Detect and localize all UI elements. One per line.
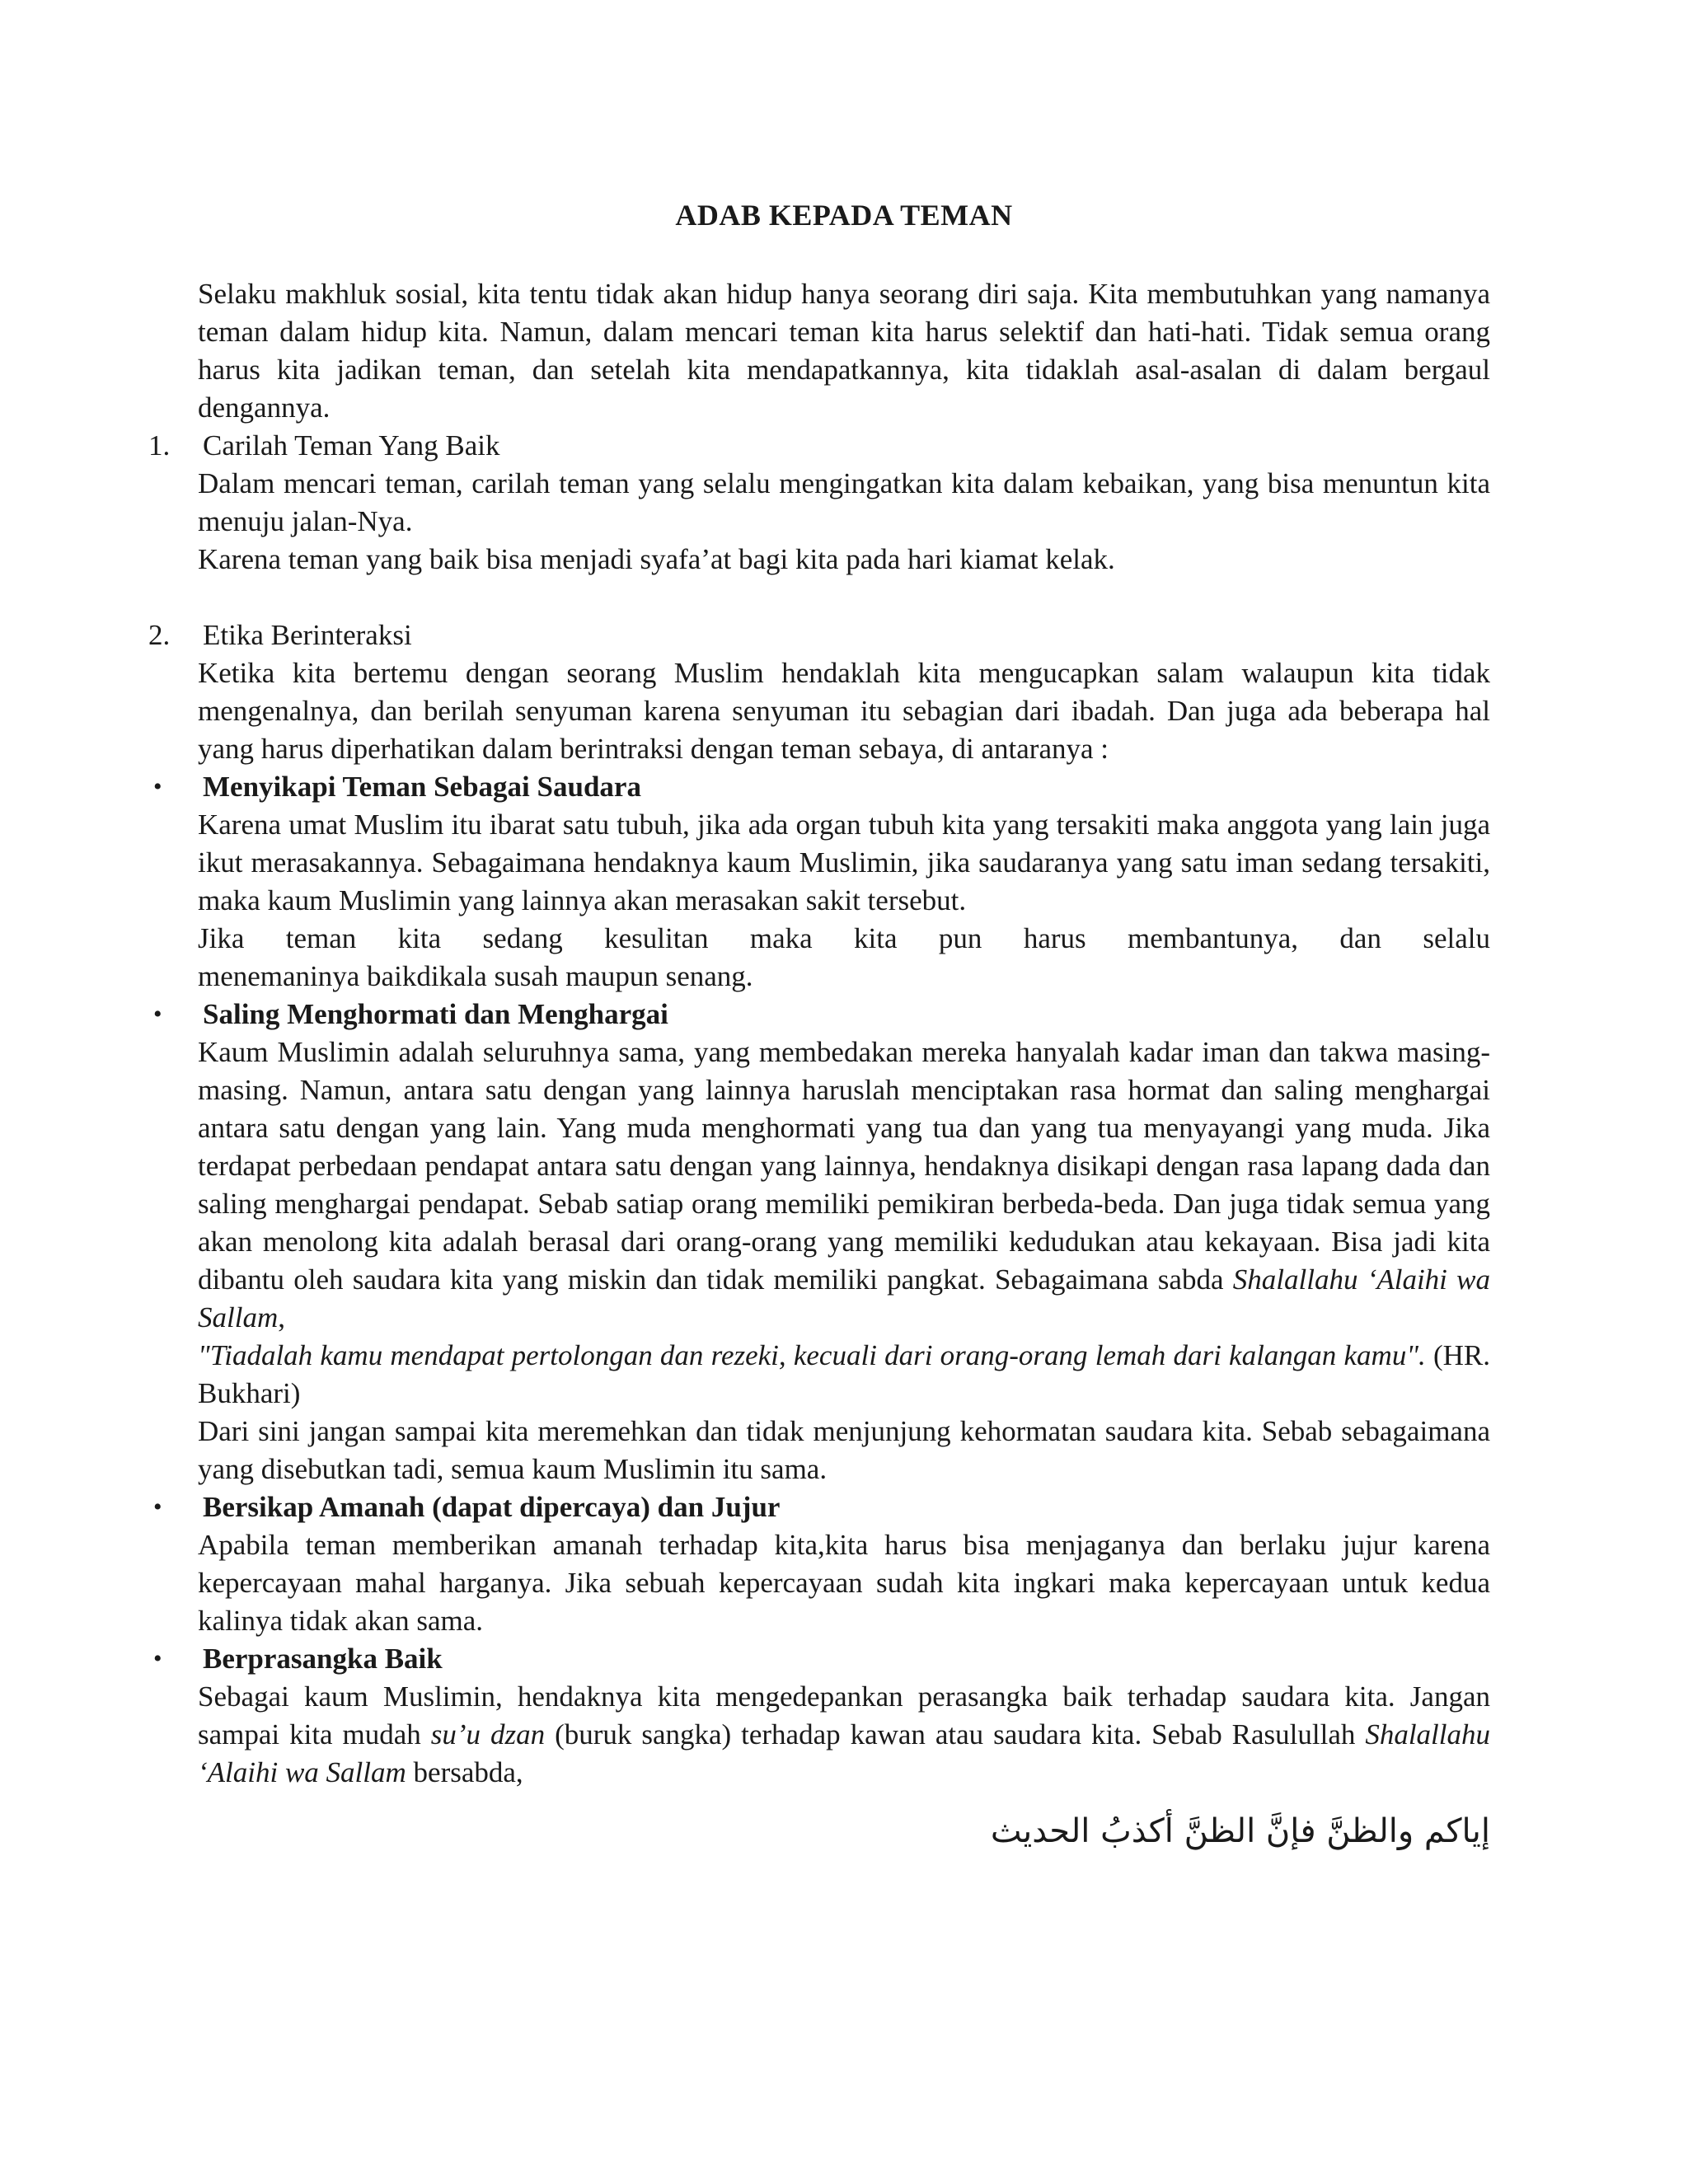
bullet-item-3 — [153, 1488, 1490, 1640]
bullet-icon: • — [153, 773, 162, 800]
section-heading: Carilah Teman Yang Baik — [203, 429, 500, 462]
bullet-icon: • — [153, 1645, 162, 1672]
quote-source: (HR. Bukhari) — [198, 1339, 1490, 1409]
bullet-item-4 — [153, 1640, 1490, 1856]
bullet-icon: • — [153, 1001, 162, 1028]
bullet-heading: Menyikapi Teman Sebagai Saudara — [203, 771, 641, 803]
bullet-icon: • — [153, 1493, 162, 1521]
section-1 — [148, 427, 1490, 579]
bullet-item-2 — [153, 996, 1491, 1488]
section-paragraph: Karena teman yang baik bisa menjadi syafa’at bagi kita pada hari kiamat kelak. — [198, 543, 1115, 575]
section-2 — [148, 616, 1490, 768]
bullet-item-1 — [153, 768, 1490, 996]
term-text: su’u dzan — [430, 1718, 546, 1750]
honorific-text: Shalallahu ‘Alaihi wa Sallam — [198, 1718, 1490, 1788]
arabic-hadith: إياكم والظنَّ فإنَّ الظنَّ أكذبُ الحديث — [990, 1812, 1490, 1850]
bullet-paragraph: Karena umat Muslim itu ibarat satu tubuh, jika ada organ tubuh kita yang tersakiti maka anggota yang lain juga ikut merasakannya. Sebagaimana hendaknya kaum Muslimin, jika saudaranya yang satu iman sedang tersakiti, maka kaum Muslimin yang lainnya akan merasakan sakit tersebut. — [198, 808, 1490, 916]
section-number: 2. — [148, 619, 171, 651]
section-heading: Etika Berinteraksi — [203, 619, 412, 651]
section-number: 1. — [148, 429, 171, 462]
bullet-heading: Bersikap Amanah (dapat dipercaya) dan Jujur — [203, 1491, 781, 1523]
intro-paragraph: Selaku makhluk sosial, kita tentu tidak akan hidup hanya seorang diri saja. Kita membutuhkan yang namanya teman dalam hidup kita. Namun, dalam mencari teman kita harus selektif dan hati-hati. Tidak semua orang harus kita jadikan teman, dan setelah kita mendapatkannya, kita tidaklah asal-asalan di dalam bergaul dengannya. — [198, 278, 1490, 424]
hadith-quote — [198, 1337, 1490, 1413]
bullet-paragraph — [198, 1678, 1490, 1792]
document-title: ADAB KEPADA TEMAN — [675, 199, 1013, 232]
section-paragraph: Dalam mencari teman, carilah teman yang selalu mengingatkan kita dalam kebaikan, yang bisa menuntun kita menuju jalan-Nya. — [198, 467, 1490, 537]
section-paragraph: Ketika kita bertemu dengan seorang Muslim hendaklah kita mengucapkan salam walaupun kita tidak mengenalnya, dan berilah senyuman karena senyuman itu sebagian dari ibadah. Dan juga ada beberapa hal yang harus diperhatikan dalam berintraksi dengan teman sebaya, di antaranya : — [198, 657, 1490, 765]
paragraph-text: bersabda, — [406, 1756, 523, 1788]
document-body — [148, 275, 1491, 1856]
bullet-paragraph: Apabila teman memberikan amanah terhadap kita,kita harus bisa menjaganya dan berlaku jujur karena kepercayaan mahal harganya. Jika sebuah kepercayaan sudah kita ingkari maka kepercayaan untuk kedua kalinya tidak akan sama. — [198, 1529, 1490, 1637]
bullet-paragraph: menemaninya baikdikala susah maupun senang. — [198, 960, 753, 992]
bullet-paragraph — [198, 1033, 1490, 1337]
honorific-text: Shalallahu ‘Alaihi wa Sallam — [198, 1263, 1491, 1333]
spacer — [198, 579, 1490, 616]
bullet-heading: Berprasangka Baik — [203, 1643, 443, 1675]
paragraph-text: Kaum Muslimin adalah seluruhnya sama, yang membedakan mereka hanyalah kadar iman dan takwa masing-masing. Namun, antara satu dengan yang lainnya haruslah menciptakan rasa hormat dan saling menghargai antara satu dengan yang lain. Yang muda menghormati yang tua dan yang tua menyayangi yang muda. Jika terdapat perbedaan pendapat antara satu dengan yang lainnya, hendaknya disikapi dengan rasa lapang dada dan saling menghargai pendapat. Sebab satiap orang memiliki pemikiran berbeda-beda. Dan juga tidak semua yang akan menolong kita adalah berasal dari orang-orang yang memiliki kedudukan atau kekayaan. Bisa jadi kita dibantu oleh saudara kita yang miskin dan tidak memiliki pangkat. Sebagaimana sabda — [198, 1036, 1490, 1296]
punctuation: , — [278, 1301, 285, 1333]
bullet-paragraph: Dari sini jangan sampai kita meremehkan dan tidak menjunjung kehormatan saudara kita. Sebab sebagaimana yang disebutkan tadi, semua kaum Muslimin itu sama. — [198, 1415, 1490, 1485]
quote-text: "Tiadalah kamu mendapat pertolongan dan rezeki, kecuali dari orang-orang lemah dari kalangan kamu". — [198, 1339, 1426, 1371]
bullet-heading: Saling Menghormati dan Menghargai — [203, 998, 668, 1030]
bullet-paragraph: Jika teman kita sedang kesulitan maka kita pun harus membantunya, dan selalu — [198, 922, 1490, 954]
paragraph-text: Sebagai kaum Muslimin, hendaknya kita mengedepankan perasangka baik terhadap saudara kita. Jangan sampai kita mudah — [198, 1680, 1490, 1750]
paragraph-text: (buruk sangka) terhadap kawan atau saudara kita. Sebab Rasulullah — [545, 1718, 1366, 1750]
